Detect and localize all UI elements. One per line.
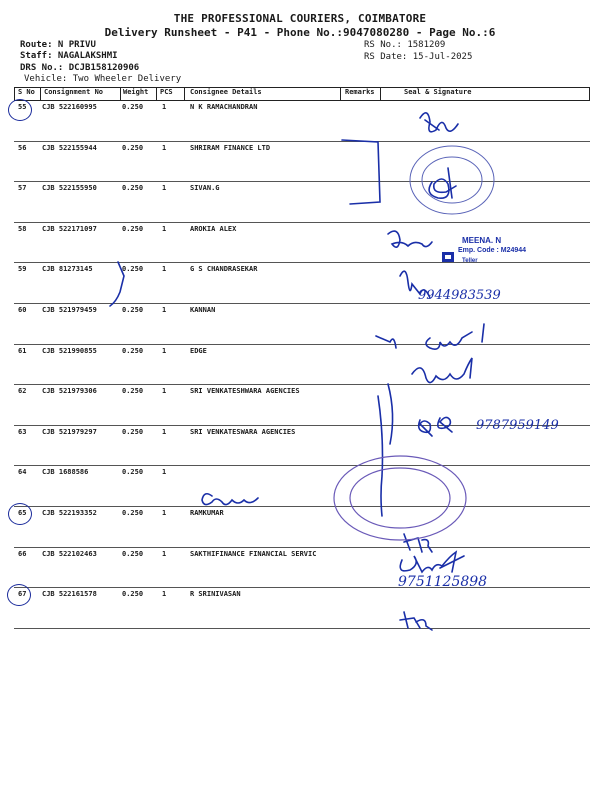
cell-cons: CJB 522193352 bbox=[42, 509, 97, 517]
cell-sno: 59 bbox=[18, 265, 27, 273]
cell-pcs: 1 bbox=[162, 347, 167, 355]
cell-wt: 0.250 bbox=[122, 225, 144, 233]
rs-date-label: RS Date: 15-Jul-2025 bbox=[364, 52, 473, 62]
handwritten-phone-2: 9787959149 bbox=[476, 418, 559, 433]
cell-cons: CJB 521979297 bbox=[42, 428, 97, 436]
cell-wt: 0.250 bbox=[122, 590, 144, 598]
cell-sno: 63 bbox=[18, 428, 27, 436]
cell-pcs: 1 bbox=[162, 428, 167, 436]
vehicle-label: Vehicle: Two Wheeler Delivery bbox=[24, 74, 182, 84]
cell-sno: 58 bbox=[18, 225, 27, 233]
cell-pcs: 1 bbox=[162, 387, 167, 395]
cell-name: R SRINIVASAN bbox=[190, 590, 241, 598]
cell-cons: CJB 522160995 bbox=[42, 103, 97, 111]
cell-wt: 0.250 bbox=[122, 428, 144, 436]
cell-name: AROKIA ALEX bbox=[190, 225, 237, 233]
cell-name: SIVAN.G bbox=[190, 184, 220, 192]
cell-name: SRI VENKATESWARA AGENCIES bbox=[190, 428, 296, 436]
cell-pcs: 1 bbox=[162, 550, 167, 558]
cell-cons: CJB 522102463 bbox=[42, 550, 97, 558]
cell-cons: CJB 521990855 bbox=[42, 347, 97, 355]
cell-sno: 62 bbox=[18, 387, 27, 395]
cell-name: RAMKUMAR bbox=[190, 509, 224, 517]
cell-name: EDGE bbox=[190, 347, 207, 355]
cell-pcs: 1 bbox=[162, 225, 167, 233]
cell-pcs: 1 bbox=[162, 509, 167, 517]
cell-sno: 60 bbox=[18, 306, 27, 314]
cell-wt: 0.250 bbox=[122, 468, 144, 476]
cell-cons: CJB 1688586 bbox=[42, 468, 89, 476]
cell-name: N K RAMACHANDRAN bbox=[190, 103, 258, 111]
cell-wt: 0.250 bbox=[122, 387, 144, 395]
cell-sno: 57 bbox=[18, 184, 27, 192]
cell-cons: CJB 522155944 bbox=[42, 144, 97, 152]
rs-no-label: RS No.: 1581209 bbox=[364, 40, 446, 50]
cell-cons: CJB 522171097 bbox=[42, 225, 97, 233]
cell-pcs: 1 bbox=[162, 144, 167, 152]
route-label: Route: N PRIVU bbox=[20, 40, 96, 50]
col-header-seal: Seal & Signature bbox=[404, 88, 472, 96]
cell-name: SRI VENKATESHWARA AGENCIES bbox=[190, 387, 300, 395]
cell-pcs: 1 bbox=[162, 306, 167, 314]
cell-wt: 0.250 bbox=[122, 347, 144, 355]
col-header-weight: Weight bbox=[123, 88, 149, 96]
col-header-consignee: Consignee Details bbox=[190, 88, 262, 96]
cell-name: KANNAN bbox=[190, 306, 216, 314]
handwritten-phone-3: 9751125898 bbox=[398, 574, 488, 590]
cell-pcs: 1 bbox=[162, 590, 167, 598]
cell-name: SAKTHIFINANCE FINANCIAL SERVIC bbox=[190, 550, 317, 558]
col-header-remarks: Remarks bbox=[345, 88, 375, 96]
col-header-sno: S No bbox=[18, 88, 35, 96]
cell-cons: CJB 522161578 bbox=[42, 590, 97, 598]
cell-sno: 65 bbox=[18, 509, 27, 517]
handwritten-phone-1: 9944983539 bbox=[418, 288, 501, 303]
col-header-consignment: Consignment No bbox=[44, 88, 104, 96]
cell-sno: 64 bbox=[18, 468, 27, 476]
teller-stamp-name: MEENA. N bbox=[462, 236, 502, 245]
cell-sno: 67 bbox=[18, 590, 27, 598]
cell-wt: 0.250 bbox=[122, 144, 144, 152]
cell-sno: 55 bbox=[18, 103, 27, 111]
teller-stamp-emp-code: Emp. Code : M24944 bbox=[458, 247, 527, 254]
cell-name: G S CHANDRASEKAR bbox=[190, 265, 258, 273]
cell-pcs: 1 bbox=[162, 184, 167, 192]
cell-pcs: 1 bbox=[162, 265, 167, 273]
cell-cons: CJB 521979459 bbox=[42, 306, 97, 314]
cell-wt: 0.250 bbox=[122, 550, 144, 558]
cell-wt: 0.250 bbox=[122, 265, 144, 273]
cell-pcs: 1 bbox=[162, 468, 167, 476]
cell-sno: 66 bbox=[18, 550, 27, 558]
cell-cons: CJB 521979306 bbox=[42, 387, 97, 395]
cell-wt: 0.250 bbox=[122, 509, 144, 517]
col-header-pcs: PCS bbox=[160, 88, 173, 96]
document-subtitle: Delivery Runsheet - P41 - Phone No.:9047080280 - Page No.:6 bbox=[104, 26, 496, 39]
cell-wt: 0.250 bbox=[122, 103, 144, 111]
drs-label: DRS No.: DCJB158120906 bbox=[20, 63, 140, 73]
cell-sno: 61 bbox=[18, 347, 27, 355]
cell-sno: 56 bbox=[18, 144, 27, 152]
cell-name: SHRIRAM FINANCE LTD bbox=[190, 144, 271, 152]
document-title: THE PROFESSIONAL COURIERS, COIMBATORE bbox=[173, 12, 427, 25]
cell-wt: 0.250 bbox=[122, 184, 144, 192]
teller-stamp-role: Teller bbox=[462, 258, 478, 264]
staff-label: Staff: NAGALAKSHMI bbox=[20, 51, 118, 61]
cell-pcs: 1 bbox=[162, 103, 167, 111]
cell-cons: CJB 81273145 bbox=[42, 265, 93, 273]
cell-wt: 0.250 bbox=[122, 306, 144, 314]
cell-cons: CJB 522155950 bbox=[42, 184, 97, 192]
